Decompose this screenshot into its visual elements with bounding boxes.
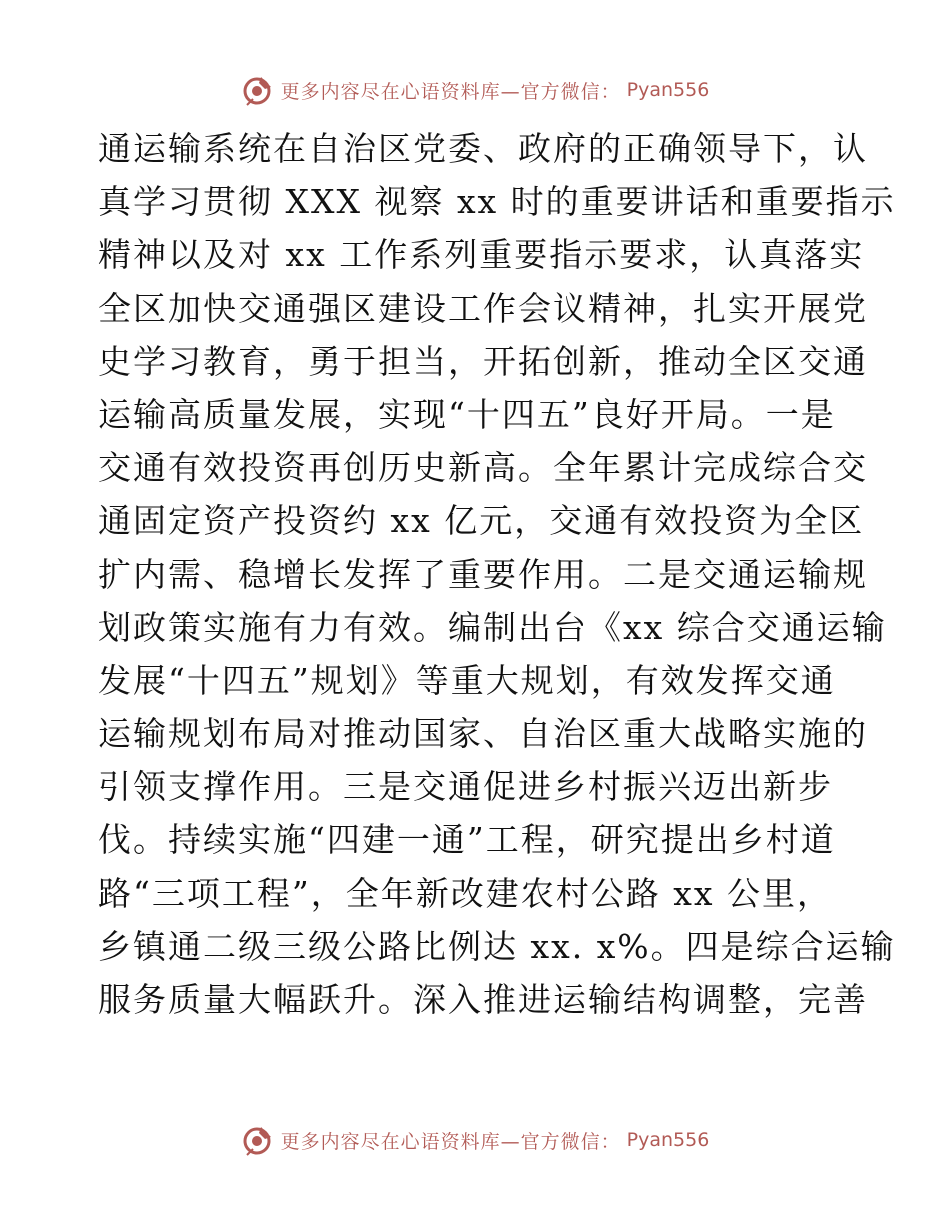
body-line: 全区加快交通强区建设工作会议精神，扎实开展党 — [98, 288, 868, 328]
body-line: 运输规划布局对推动国家、自治区重大战略实施的 — [98, 714, 868, 754]
header-banner — [0, 70, 950, 110]
footer-banner-wechat-id: Pyan556 — [626, 1129, 710, 1151]
footer-banner — [0, 1120, 950, 1160]
brush-logo-icon — [241, 1123, 275, 1157]
body-line: 服务质量大幅跃升。深入推进运输结构调整，完善 — [98, 980, 868, 1019]
body-line: 运输高质量发展，实现“十四五”良好开局。一是 — [98, 394, 836, 434]
footer-banner-text: 更多内容尽在心语资料库—官方微信： — [280, 1130, 621, 1153]
body-line: 通固定资产投资约 xx 亿元，交通有效投资为全区 — [98, 501, 865, 541]
brush-logo-icon — [241, 73, 275, 107]
body-line: 乡镇通二级三级公路比例达 xx. x%。四是综合运输 — [98, 926, 896, 966]
body-line: 路“三项工程”，全年新改建农村公路 xx 公里， — [98, 873, 832, 913]
body-line: 通运输系统在自治区党委、政府的正确领导下，认 — [98, 129, 868, 168]
body-line: 伐。持续实施“四建一通”工程，研究提出乡村道 — [98, 820, 836, 860]
body-line: 史学习教育，勇于担当，开拓创新，推动全区交通 — [98, 341, 868, 381]
body-line: 精神以及对 xx 工作系列重要指示要求，认真落实 — [98, 235, 865, 275]
body-line: 真学习贯彻 XXX 视察 xx 时的重要讲话和重要指示 — [98, 182, 896, 222]
body-line: 划政策实施有力有效。编制出台《xx 综合交通运输 — [98, 607, 887, 647]
body-line: 发展“十四五”规划》等重大规划，有效发挥交通 — [98, 660, 836, 700]
document-body — [98, 122, 896, 1026]
body-line: 引领支撑作用。三是交通促进乡村振兴迈出新步 — [98, 767, 833, 807]
body-line: 扩内需、稳增长发挥了重要作用。二是交通运输规 — [98, 554, 868, 594]
header-banner-text: 更多内容尽在心语资料库—官方微信： — [280, 80, 621, 103]
body-line: 交通有效投资再创历史新高。全年累计完成综合交 — [98, 448, 868, 488]
header-banner-wechat-id: Pyan556 — [626, 79, 710, 101]
